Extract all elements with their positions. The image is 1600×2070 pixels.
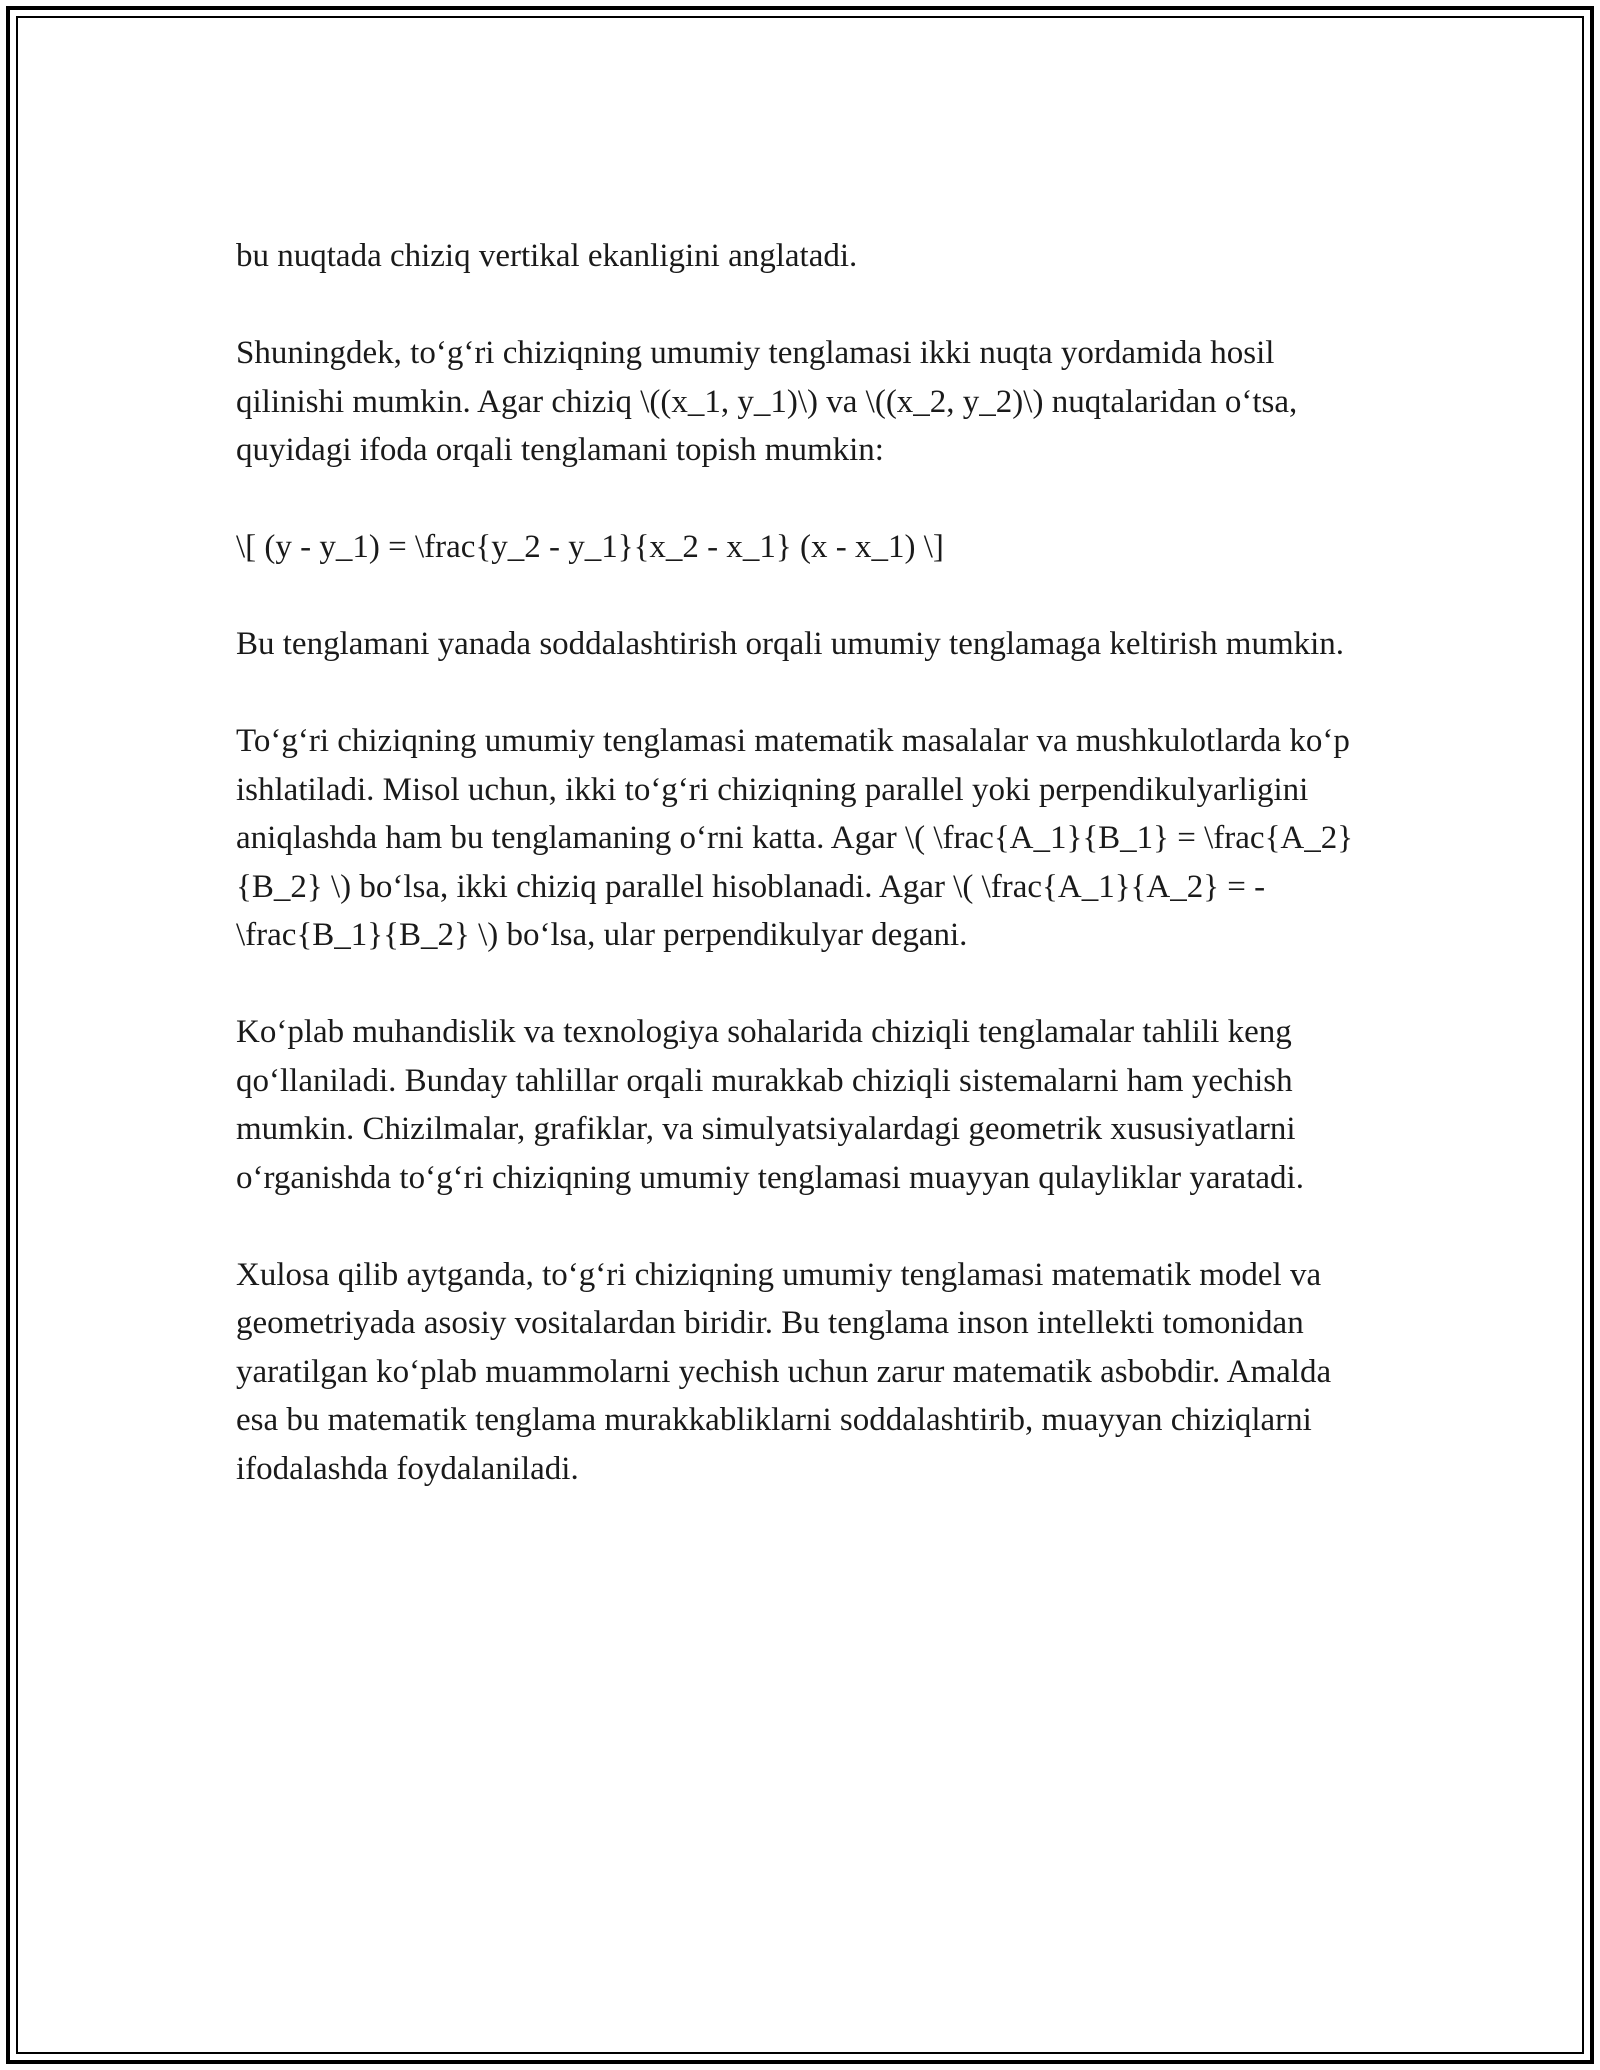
paragraph-parallel-perpendicular: To‘g‘ri chiziqning umumiy tenglamasi matematik masalalar va mushkulotlarda ko‘p ishlatiladi. Misol uchun, ikki to‘g‘ri chiziqning parallel yoki perpendikulyarligini aniqlashda ham bu tenglamaning o‘rni katta. Agar \( \frac{A_1}{B_1} = \frac{A_2}{B_2} \) bo‘lsa, ikki chiziq parallel hisoblanadi. Agar \( \frac{A_1}{A_2} = -\frac{B_1}{B_2} \) bo‘lsa, ular perpendikulyar degani. xyxy=(236,723,1354,953)
paragraph-engineering-applications: Ko‘plab muhandislik va texnologiya sohalarida chiziqli tenglamalar tahlili keng qo‘llaniladi. Bunday tahlillar orqali murakkab chiziqli sistemalarni ham yechish mumkin. Chizilmalar, grafiklar, va simulyatsiyalardagi geometrik xususiyatlarni o‘rganishda to‘g‘ri chiziqning umumiy tenglamasi muayyan qulayliklar yaratadi. xyxy=(236,1014,1304,1196)
paragraph-conclusion: Xulosa qilib aytganda, to‘g‘ri chiziqning umumiy tenglamasi matematik model va geometriyada asosiy vositalardan biridir. Bu tenglama inson intellekti tomonidan yaratilgan ko‘plab muammolarni yechish uchun zarur matematik asbobdir. Amalda esa bu matematik tenglama murakkabliklarni soddalashtirib, muayyan chiziqlarni ifodalashda foydalaniladi. xyxy=(236,1256,1332,1487)
document-body xyxy=(236,232,1366,1542)
equation-two-point-form: \[ (y - y_1) = \frac{y_2 - y_1}{x_2 - x_1} (x - x_1) \] xyxy=(236,529,944,565)
paragraph-simplification: Bu tenglamani yanada soddalashtirish orqali umumiy tenglamaga keltirish mumkin. xyxy=(236,626,1345,662)
paragraph-two-point-form: Shuningdek, to‘g‘ri chiziqning umumiy tenglamasi ikki nuqta yordamida hosil qilinishi mumkin. Agar chiziq \((x_1, y_1)\) va \((x_2, y_2)\) nuqtalaridan o‘tsa, quyidagi ifoda orqali tenglamani topish mumkin: xyxy=(236,335,1298,468)
paragraph-vertical-line-note: bu nuqtada chiziq vertikal ekanligini anglatadi. xyxy=(236,238,858,274)
